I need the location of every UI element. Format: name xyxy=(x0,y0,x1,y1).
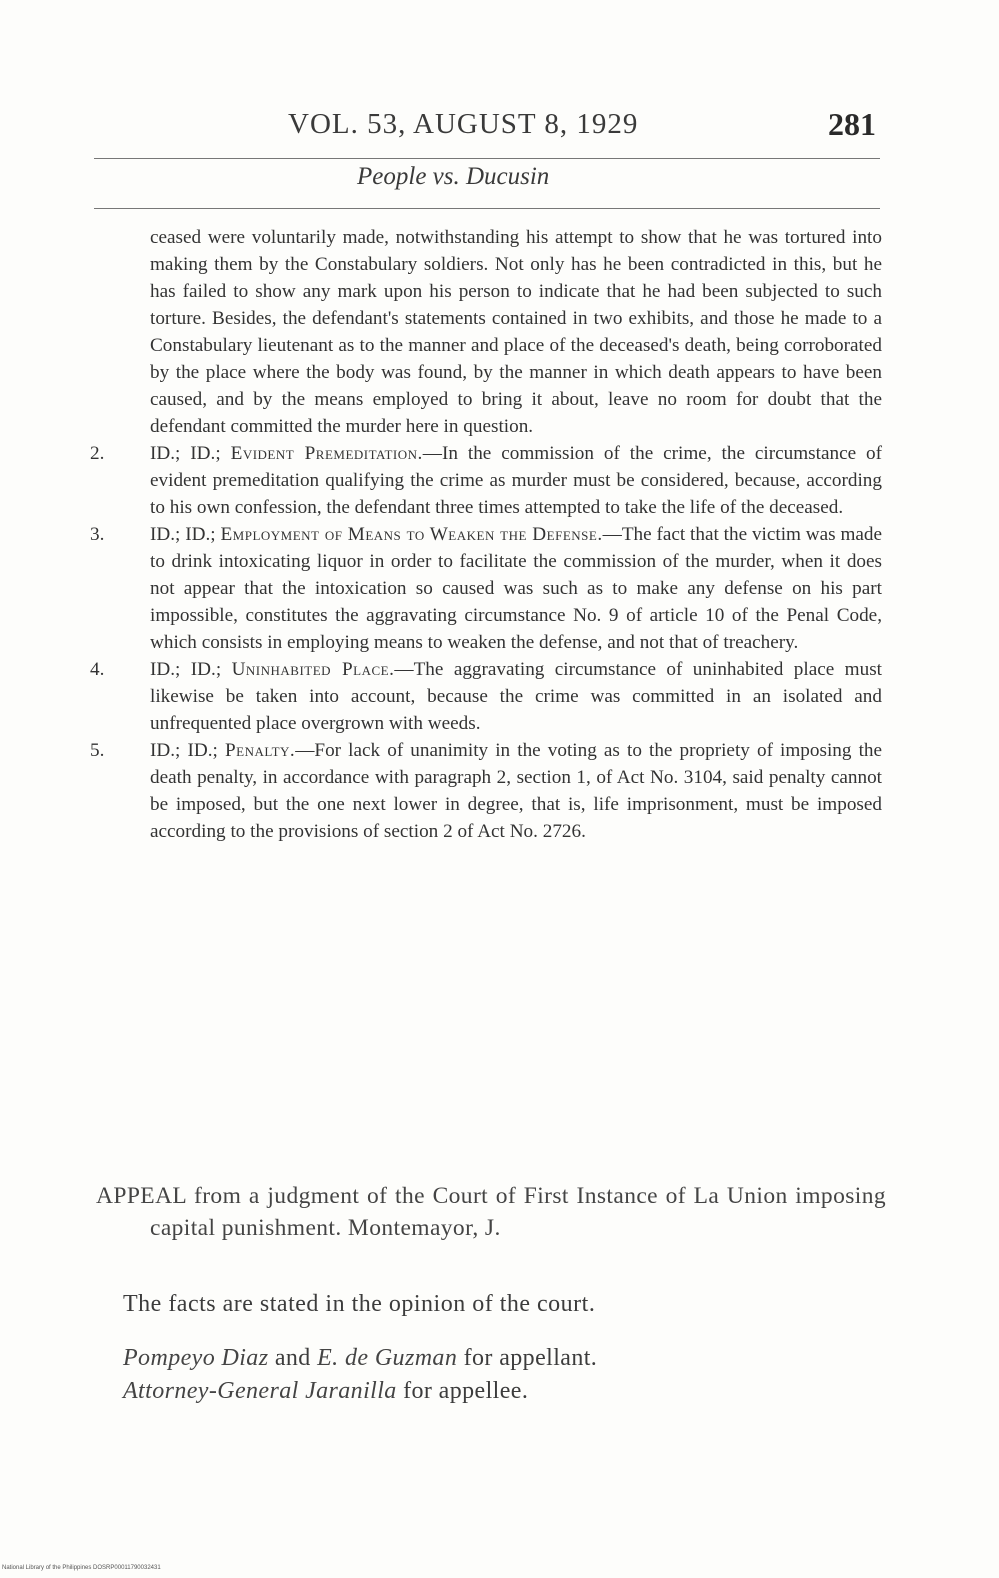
counsel-and: and xyxy=(274,1345,311,1371)
syllabus-item-text: —For lack of unanimity in the voting as to the propriety of imposing the death penalty, in accordance with paragraph 2, section 1, of Act No. 3104, said penalty cannot be imposed, but the one next lower in degree, that is, life imprisonment, must be imposed according to the provisions of section 2 of Act No. 2726. xyxy=(150,740,883,842)
appellant-name-2: E. de Guzman xyxy=(317,1345,458,1371)
syllabus-item-number: 5. xyxy=(90,740,105,761)
syllabus-item-number: 3. xyxy=(90,524,105,545)
syllabus-item-text: —In the commission of the crime, the circumstance of evident premeditation qualifying the crime as murder must be considered, because, according to his own confession, the defendant three times attempted to take the life of the deceased. xyxy=(150,443,883,518)
running-title: People vs. Ducusin xyxy=(357,163,550,190)
syllabus-item-prefix: ID.; ID.; xyxy=(150,524,216,545)
header-rule-top xyxy=(94,158,880,159)
syllabus-item-3 xyxy=(90,521,883,656)
syllabus-item-number: 4. xyxy=(90,659,105,680)
header-rule-bottom xyxy=(94,208,880,209)
appellee-name: Attorney-General Jaranilla xyxy=(123,1378,397,1404)
syllabus-item-2 xyxy=(90,440,883,521)
syllabus-item-heading: Penalty. xyxy=(224,740,296,761)
syllabus-continuation: ceased were voluntarily made, notwithstanding his attempt to show that he was tortured into making them by the Constabulary soldiers. Not only has he been contradicted in this, but he has failed to show any mark upon his person to indicate that he had been subjected to such torture. Besides, the defendant's statements contained in two exhibits, and those he made to a Constabulary lieutenant as to the manner and place of the deceased's death, being corroborated by the place where the body was found, by the manner in which death appears to have been caused, and by the means employed to bring it about, leave no room for doubt that the defendant committed the murder here in question. xyxy=(150,227,882,437)
syllabus-item-text: —The fact that the victim was made to drink intoxicating liquor in order to facilitate the commission of the murder, when it does not appear that the intoxication so caused was such as to make any defense on his part impossible, constitutes the aggravating circumstance No. 9 of article 10 of the Penal Code, which consists in employing means to weaken the defense, and not that of treachery. xyxy=(150,524,883,653)
syllabus-item-number: 2. xyxy=(90,443,105,464)
appeal-paragraph xyxy=(96,1180,886,1244)
appellee-role: for appellee. xyxy=(403,1378,529,1404)
syllabus xyxy=(90,224,883,845)
counsel-block xyxy=(123,1342,597,1408)
syllabus-item-heading: Uninhabited Place. xyxy=(231,659,395,680)
library-watermark: National Library of the Philippines DOSRP00011790032431 xyxy=(2,1565,161,1571)
syllabus-item-5 xyxy=(90,737,883,845)
appellant-role: for appellant. xyxy=(463,1345,598,1371)
syllabus-item-heading: Evident Premeditation. xyxy=(230,443,423,464)
syllabus-item-4 xyxy=(90,656,882,737)
syllabus-item-prefix: ID.; ID.; xyxy=(150,659,222,680)
syllabus-item-prefix: ID.; ID.; xyxy=(150,443,221,464)
syllabus-item-prefix: ID.; ID.; xyxy=(150,740,218,761)
volume-date-header: VOL. 53, AUGUST 8, 1929 xyxy=(288,108,639,140)
syllabus-item-text: —The aggravating circumstance of uninhabited place must likewise be taken into account, because the crime was committed in an isolated and unfrequented place overgrown with weeds. xyxy=(150,659,882,734)
page-number: 281 xyxy=(828,106,876,142)
syllabus-item-heading: Employment of Means to Weaken the Defense. xyxy=(220,524,603,545)
appeal-text: APPEAL from a judgment of the Court of First Instance of La Union imposing capital punishment. Montemayor, J. xyxy=(96,1183,886,1241)
appellee-counsel xyxy=(123,1375,597,1408)
appellant-name-1: Pompeyo Diaz xyxy=(123,1345,269,1371)
appellant-counsel xyxy=(123,1342,597,1375)
facts-statement: The facts are stated in the opinion of the court. xyxy=(123,1291,596,1317)
